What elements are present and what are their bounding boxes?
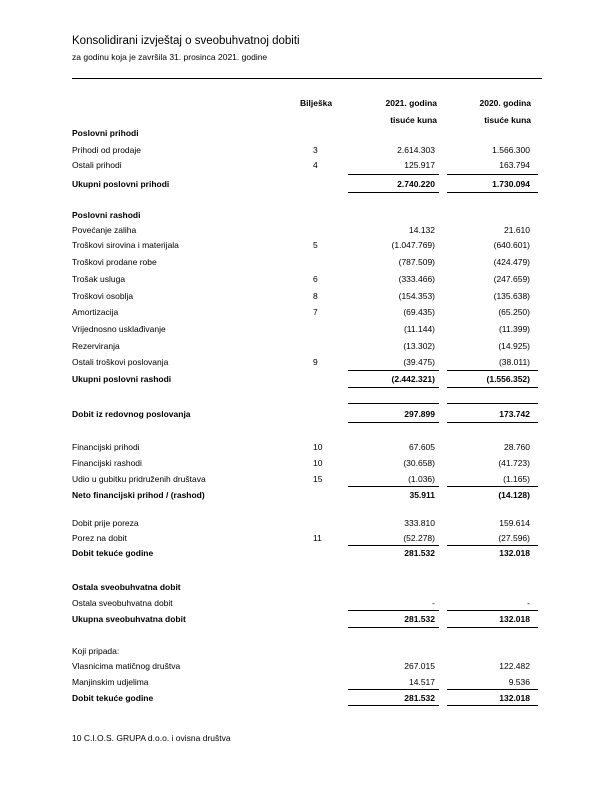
row-label: Ostala sveobuhvatna dobit	[72, 582, 181, 592]
row-note: 7	[313, 307, 318, 317]
row-note: 4	[313, 160, 318, 170]
row-value-2020: (424.479)	[493, 257, 530, 267]
total-rule	[447, 387, 538, 388]
total-rule	[447, 705, 538, 706]
table-row	[72, 143, 542, 157]
total-rule	[348, 627, 439, 628]
subtotal-rule	[447, 403, 538, 404]
table-row	[72, 305, 542, 319]
table-row	[72, 339, 542, 353]
row-value-2021: (1.047.769)	[391, 240, 435, 250]
row-value-2021: 35.911	[409, 490, 435, 500]
row-value-2021: (52.278)	[403, 533, 435, 543]
row-label: Ostali troškovi poslovanja	[72, 357, 169, 367]
total-rule	[348, 422, 439, 423]
column-header-2021-year: 2021. godina	[385, 98, 437, 108]
total-row	[72, 177, 542, 191]
total-rule	[348, 192, 439, 193]
row-value-2020: (1.556.352)	[486, 374, 530, 384]
total-row	[72, 691, 542, 705]
subtotal-rule	[348, 689, 439, 690]
row-label: Ukupna sveobuhvatna dobit	[72, 614, 186, 624]
column-header-2021-unit: tisuće kuna	[390, 115, 437, 125]
row-value-2020: 1.730.094	[492, 179, 530, 189]
total-row	[72, 488, 542, 502]
row-value-2021: 2.614.303	[397, 145, 435, 155]
row-label: Trošak usluga	[72, 274, 126, 284]
row-value-2020: 21.610	[504, 225, 530, 235]
row-label: Dobit tekuće godine	[72, 693, 154, 703]
row-value-2021: 14.132	[409, 225, 435, 235]
section-heading	[72, 208, 542, 222]
table-row	[72, 516, 542, 530]
subtotal-rule	[348, 610, 439, 611]
row-note: 6	[313, 274, 318, 284]
row-label: Troškovi prodane robe	[72, 257, 157, 267]
row-label: Ukupni poslovni prihodi	[72, 179, 170, 189]
row-value-2020: (38.011)	[498, 357, 530, 367]
row-note: 15	[313, 474, 323, 484]
row-value-2020: (11.399)	[498, 324, 530, 334]
section-heading	[72, 126, 542, 140]
row-value-2020: (27.596)	[498, 533, 530, 543]
table-row	[72, 355, 542, 369]
row-value-2021: (11.144)	[403, 324, 435, 334]
row-label: Porez na dobit	[72, 533, 127, 543]
subtotal-rule	[447, 486, 538, 487]
row-label: Neto financijski prihod / (rashod)	[72, 490, 205, 500]
row-label: Ukupni poslovni rashodi	[72, 374, 172, 384]
row-value-2020: 132.018	[499, 548, 530, 558]
table-row	[72, 644, 542, 658]
subtotal-rule	[348, 403, 439, 404]
row-label: Koji pripada:	[72, 646, 120, 656]
table-row	[72, 675, 542, 689]
row-value-2020: 1.566.300	[492, 145, 530, 155]
page-title: Konsolidirani izvještaj o sveobuhvatnoj dobiti	[72, 35, 300, 47]
row-value-2020: 159.614	[499, 518, 530, 528]
row-label: Udio u gubitku pridruženih društava	[72, 474, 206, 484]
row-value-2021: 267.015	[404, 661, 435, 671]
row-value-2021: (1.036)	[408, 474, 435, 484]
row-label: Financijski rashodi	[72, 458, 142, 468]
row-value-2020: -	[527, 598, 530, 608]
table-row	[72, 158, 542, 172]
row-value-2020: 173.742	[499, 409, 530, 419]
table-row	[72, 255, 542, 269]
page-subtitle: za godinu koja je završila 31. prosinca 2021. godine	[72, 52, 268, 62]
row-label: Dobit tekuće godine	[72, 548, 154, 558]
page-footer: 10 C.I.O.S. GRUPA d.o.o. i ovisna društva	[72, 733, 231, 743]
table-row	[72, 322, 542, 336]
row-value-2021: (13.302)	[403, 341, 435, 351]
subtotal-rule	[447, 689, 538, 690]
total-row	[72, 372, 542, 386]
section-heading	[72, 580, 542, 594]
row-value-2021: (30.658)	[403, 458, 435, 468]
table-row	[72, 596, 542, 610]
row-value-2020: (41.723)	[498, 458, 530, 468]
row-label: Prihodi od prodaje	[72, 145, 141, 155]
subtotal-rule	[447, 610, 538, 611]
row-value-2021: 281.532	[404, 614, 435, 624]
row-value-2021: -	[432, 598, 435, 608]
row-label: Vlasnicima matičnog društva	[72, 661, 181, 671]
row-value-2020: (640.601)	[493, 240, 530, 250]
column-header-2020-year: 2020. godina	[479, 98, 531, 108]
total-rule	[447, 192, 538, 193]
row-note: 11	[313, 533, 322, 543]
row-value-2021: (333.466)	[398, 274, 435, 284]
row-value-2020: (135.638)	[493, 291, 530, 301]
row-label: Amortizacija	[72, 307, 119, 317]
table-row	[72, 659, 542, 673]
total-row	[72, 612, 542, 626]
row-value-2021: 2.740.220	[397, 179, 435, 189]
row-value-2021: 14.517	[409, 677, 435, 687]
row-note: 10	[313, 458, 323, 468]
row-note: 3	[313, 145, 318, 155]
row-label: Ostala sveobuhvatna dobit	[72, 598, 173, 608]
table-row	[72, 238, 542, 252]
total-row	[72, 407, 542, 421]
column-header-2021	[386, 95, 438, 129]
row-note: 10	[313, 442, 323, 452]
row-label: Poslovni rashodi	[72, 210, 141, 220]
row-value-2020: 122.482	[499, 661, 530, 671]
row-label: Dobit prije poreza	[72, 518, 139, 528]
row-value-2020: 28.760	[504, 442, 530, 452]
row-value-2021: 333.810	[404, 518, 435, 528]
total-rule	[447, 627, 538, 628]
row-label: Vrijednosno usklađivanje	[72, 324, 166, 334]
row-value-2021: (39.475)	[403, 357, 435, 367]
row-label: Dobit iz redovnog poslovanja	[72, 409, 191, 419]
row-value-2020: (247.659)	[493, 274, 530, 284]
row-value-2021: 281.532	[404, 548, 435, 558]
table-row	[72, 456, 542, 470]
total-rule	[447, 422, 538, 423]
subtotal-rule	[348, 370, 439, 371]
subtotal-rule	[348, 174, 439, 175]
row-label: Ostali prihodi	[72, 160, 122, 170]
row-label: Troškovi sirovina i materijala	[72, 240, 179, 250]
row-value-2020: 132.018	[499, 693, 530, 703]
row-value-2020: 9.536	[508, 677, 530, 687]
row-value-2020: (1.165)	[503, 474, 530, 484]
row-note: 5	[313, 240, 318, 250]
row-value-2021: 297.899	[404, 409, 435, 419]
row-value-2021: (69.435)	[403, 307, 435, 317]
row-value-2020: 163.794	[499, 160, 530, 170]
row-note: 9	[313, 357, 318, 367]
table-row	[72, 272, 542, 286]
total-rule	[348, 705, 439, 706]
table-row	[72, 289, 542, 303]
column-header-2020-unit: tisuće kuna	[484, 115, 531, 125]
row-label: Manjinskim udjelima	[72, 677, 149, 687]
row-label: Financijski prihodi	[72, 442, 140, 452]
row-value-2020: (65.250)	[498, 307, 530, 317]
row-value-2021: (787.509)	[398, 257, 435, 267]
total-rule	[348, 387, 439, 388]
row-value-2021: 281.532	[404, 693, 435, 703]
row-value-2021: 67.605	[409, 442, 435, 452]
table-row	[72, 223, 542, 237]
row-label: Poslovni prihodi	[72, 128, 139, 138]
row-value-2020: (14.925)	[498, 341, 530, 351]
header-divider	[72, 78, 542, 79]
table-row	[72, 531, 542, 545]
row-value-2020: (14.128)	[498, 490, 530, 500]
subtotal-rule	[348, 486, 439, 487]
subtotal-rule	[447, 370, 538, 371]
table-row	[72, 472, 542, 486]
row-label: Rezerviranja	[72, 341, 120, 351]
subtotal-rule	[447, 174, 538, 175]
row-value-2021: 125.917	[404, 160, 435, 170]
total-row	[72, 546, 542, 560]
row-value-2021: (154.353)	[398, 291, 435, 301]
column-header-2020	[480, 95, 532, 129]
table-row	[72, 440, 542, 454]
row-value-2021: (2.442.321)	[391, 374, 435, 384]
row-label: Povećanje zaliha	[72, 225, 137, 235]
row-label: Troškovi osoblja	[72, 291, 134, 301]
column-header-note: Bilješka	[300, 98, 333, 108]
row-note: 8	[313, 291, 318, 301]
row-value-2020: 132.018	[499, 614, 530, 624]
